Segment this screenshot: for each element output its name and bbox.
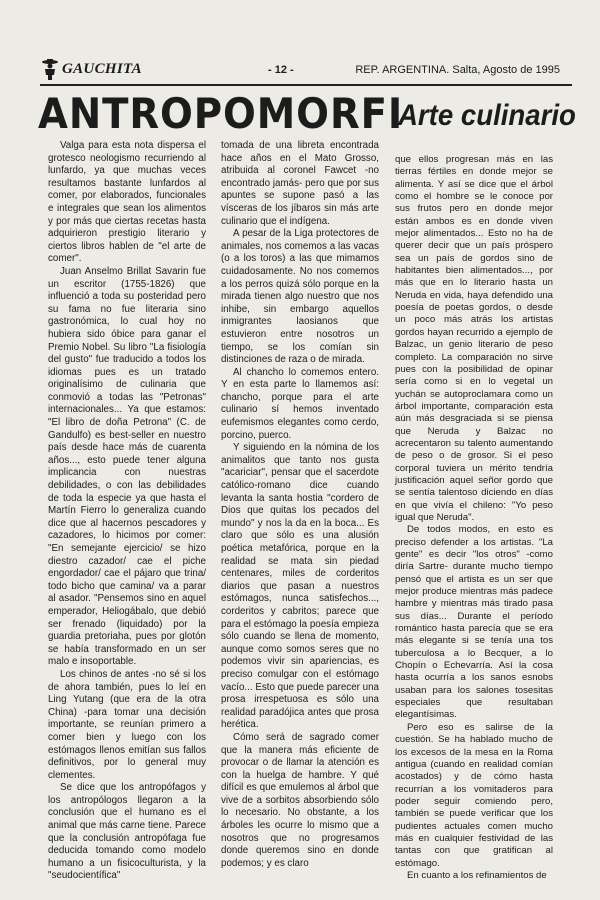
paragraph: A pesar de la Liga protectores de animales, nos comemos a las vacas (o a los toros) a las que mimamos cuidadosamente. No nos comemos a los perros quizá sólo porque en la mirada tienen algo nuestro que nos inhibe, sin embargo aquellos inmigrantes laosianos que estuvieron entre nosotros un tiempo, se los comían sin distinciones de raza o de mirada. — [221, 228, 379, 366]
dateline: REP. ARGENTINA. Salta, Agosto de 1995 — [355, 64, 560, 76]
headline-main: ANTROPOMORFI — [38, 89, 404, 138]
paragraph: Juan Anselmo Brillat Savarin fue un escritor (1755-1826) que influenció a toda su posteridad pero su fama no fue literaria sino gastronómica, lo cual hoy no hubiera sido óbice para ganar el Premio Nobel. Su libro "La fisiología del gusto" fue traducido a todos los idiomas pues es un tratado originalísimo de culinaria que conmovió a todas las "Petronas" internacionales... Ya que estamos: "El libro de doña Petrona" (C. de Gandulfo) es best-seller en nuestro país desde hace más de cuarenta años..., esto puede tener alguna implicancia con nuestras debilidades, o con las debilidades de toda la especie ya que hasta el Martín Fierro lo generaliza cuando dice que al hacernos pescadores y cazadores, lo hicimos por comer: "En semejante ejercicio/ se hizo diestro cazador/ cae el piche engordador/ cae el pájaro que trina/ todo bicho que camina/ va a parar al asador. "Pensemos sino en aquel emperador, Heliogábalo, que debió ser frenado (liquidado) por la guardia pretoriaha, pues por glotón se había transformado en un ser malo e insoportable. — [48, 265, 206, 668]
article-column-2 — [221, 140, 379, 870]
article-column-3 — [395, 154, 553, 882]
paragraph: Valga para esta nota dispersa el grotesco neologismo recurriendo al lunfardo, ya que muchas veces resultamos bastante lunfardos al comer, por elaborados, funcionales e integrales que sean los alimentos y por más que ciertas recetas hasta adquirieron prestigio literario y ciertos libros hablen de "el arte de comer". — [48, 140, 206, 265]
headline-subtitle: Arte culinario — [398, 99, 576, 132]
paragraph: Se dice que los antropófagos y los antropólogos llegaron a la conclusión que el humano es el animal que más carne tiene. Parece que la conclusión antropófaga fue deducida tomando como modelo humano a un fisicoculturista, y la "seudocientífica" — [48, 782, 206, 882]
paragraph: De todos modos, en esto es preciso defender a los artistas. "La gente" es decir "los otros" -como diría Sartre- durante mucho tiempo pensó que el artista es un ser que mejor produce mientras más padece hambre y mientras más tirado pasa sus días... Durante el período romántico hasta parecía que se era más elegante si se tenía una tos tuberculosa a lo Becquer, a lo Chopín o Echevarría. Así la cosa hasta ocurría a los sanos esnobs usaban para los salones tosesitas especiales que resultaban elegantísimas. — [395, 524, 553, 721]
paragraph: Pero eso es salirse de la cuestión. Se ha hablado mucho de los excesos de la mesa en la Roma antigua (cuando en realidad comían acostados) y de cómo hasta recurrían a los vomitaderos para poder seguir comiendo pero, también se puede verificar que los pudientes actuales comen mucho más en cualquier festividad de las tantas con que gratifican al estómago. — [395, 721, 553, 869]
paragraph: En cuanto a los refinamientos de — [407, 869, 547, 881]
gaucho-figure-icon — [40, 58, 60, 80]
paragraph: tomada de una libreta encontrada hace años en el Mato Grosso, atribuida al coronel Fawcet -no encontrado jamás- pero que por sus apuntes se supone pasó a las vísceras de los jíbaros sin más arte culinario que el indígena. — [221, 140, 379, 227]
header-divider — [40, 84, 572, 86]
article-column-1 — [48, 140, 206, 883]
masthead-logo — [40, 58, 142, 80]
page-number: - 12 - — [268, 64, 294, 76]
paragraph: Y siguiendo en la nómina de los animalitos que tanto nos gusta "acariciar", pensar que el sacerdote católico-romano dice cuando levanta la santa hostia "cordero de Dios que quitas los pecados del mundo" y nos la da en la boca... Es claro que sólo es una alusión poética metafórica, porque en la realidad se mata sin piedad centenares, miles de corderitos diarios que pasan a nuestros estómagos, nunca satisfechos..., corderitos y cabritos; parece que para el estómago la poesía empieza sólo cuando se llena de momento, aunque como somos seres que no podemos vivir sin apariencias, es preciso comulgar con el estómago vacío... Esto que puede parecer una prosa irrespetuosa es sólo una realidad paradójica antes que prosa herética. — [221, 442, 379, 731]
page-header — [40, 58, 570, 84]
paragraph: Cómo será de sagrado comer que la manera más eficiente de provocar o de llamar la atención es con la huelga de hambre. Y qué difícil es que emulemos al árbol que vive de a sorbitos absorbiendo sólo lo necesario. No obstante, a los árboles les ocurre lo mismo que a nosotros que no progresamos donde queremos sino en donde podemos; y es claro — [221, 731, 379, 869]
paragraph: que ellos progresan más en las tierras fértiles en donde mejor se alimenta. Y así se dice que el árbol como el hombre se le conoce por sus frutos pero en donde mejor están ambos es en donde viven mejor alimentados... Esto no ha de querer decir que un país próspero sea un país de gordos sino de habitantes bien alimentados..., por más que en lo literario hasta un Neruda en vida, haya defendido una poesía de poetas gordos, o desde un poco más atrás los artistas gordos hayan recurrido a ejemplo de Balzac, un genio literario de peso completo. La comparación no sirve pues con la posibilidad de opinar sería como si en lo vegetal un yuchán se autoproclamara como un árbol importante, comparación esta aún más desgraciada si se piensa que Neruda y Balzac no acrecentaron su talento aumentando de peso o de grosor. Si el peso corporal tuviera un mérito tendría justificación aquel señor gordo que se sentía talentoso diciendo en días en que vivía el chileno: "Yo peso igual que Neruda". — [395, 154, 553, 523]
paragraph: Los chinos de antes -no sé si los de ahora también, pues lo leí en Ling Yutang (que era de la otra China) -para tomar una decisión importante, se reunían primero a comer bien y luego con los estómagos llenos emitían sus fallos definitivos, por lo general muy clementes. — [48, 668, 206, 781]
paragraph: Al chancho lo comemos entero. Y en esta parte lo llamemos así: chancho, porque para el arte culinario sí hemos inventado eufemismos elegantes como cerdo, porcino, puerco. — [221, 366, 379, 441]
masthead-title: GAUCHITA — [62, 60, 142, 77]
